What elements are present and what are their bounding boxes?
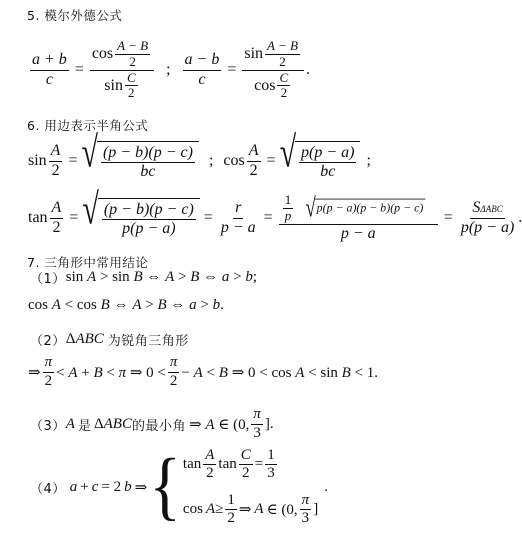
conclusion-1b: cos A < cos B ⇔ A > B ⇔ a > b. (28, 296, 224, 313)
conclusion-3: （3） A 是 ΔABC 的最小角 ⇒ A ∈ (0, $\frac{\pi}{3}$ ]. (30, 406, 274, 441)
conclusion-1a: （1） sin A > sin B ⇔ A > B ⇔ a > b; (30, 268, 258, 287)
heading-6: 6. 用边表示半角公式 (27, 118, 149, 133)
heading-7: 7. 三角形中常用结论 (27, 255, 149, 270)
conclusion-4: （4） a + c = 2 b ⇒ { tan $\frac{A}{2}$ tan $\frac{C}{2}$ = $\frac{1}{3}$ cos A ≥ $\frac{1}{2}$ ⇒ A ∈ (0, $\frac{\pi}{3}$ ] . (30, 444, 328, 529)
conclusion-2-chain: ⇒ $\frac{\pi}{2}$ < A + B < π ⇒ 0 < $\frac{\pi}{2}$ − A < B ⇒ 0 < cos A < sin B < 1. (28, 354, 378, 389)
conclusion-2-label: （2） ΔABC 为锐角三角形 (30, 330, 189, 349)
half-angle-sin-cos: sin $\frac{A}{2}$ = √ $\frac{(p - b)(p - c)}{bc}$ ; cos $\frac{A}{2}$ = √ $\frac{p(p - a)}{bc}$ ; (28, 128, 371, 180)
half-angle-tan: tan $\frac{A}{2}$ = √ $\frac{(p - b)(p - c)}{p(p - a)}$ = $\frac{r}{p - a}$ = $\frac{1}{p}$ √ p(p − a)(p − b)(p − c) p − a = $\frac{\text{SΔABC}}{p(p - a)}$ . (28, 185, 522, 242)
mollweide-formula: $\frac{a + b}{c}$ = cos $\frac{A - B}{2}$ sin $\frac{C}{2}$ ; $\frac{a - b}{c}$ = sin $\frac{A - B}{2}$ cos $\frac{C}{2}$ . (32, 37, 310, 101)
heading-5: 5. 模尔外德公式 (27, 8, 123, 23)
